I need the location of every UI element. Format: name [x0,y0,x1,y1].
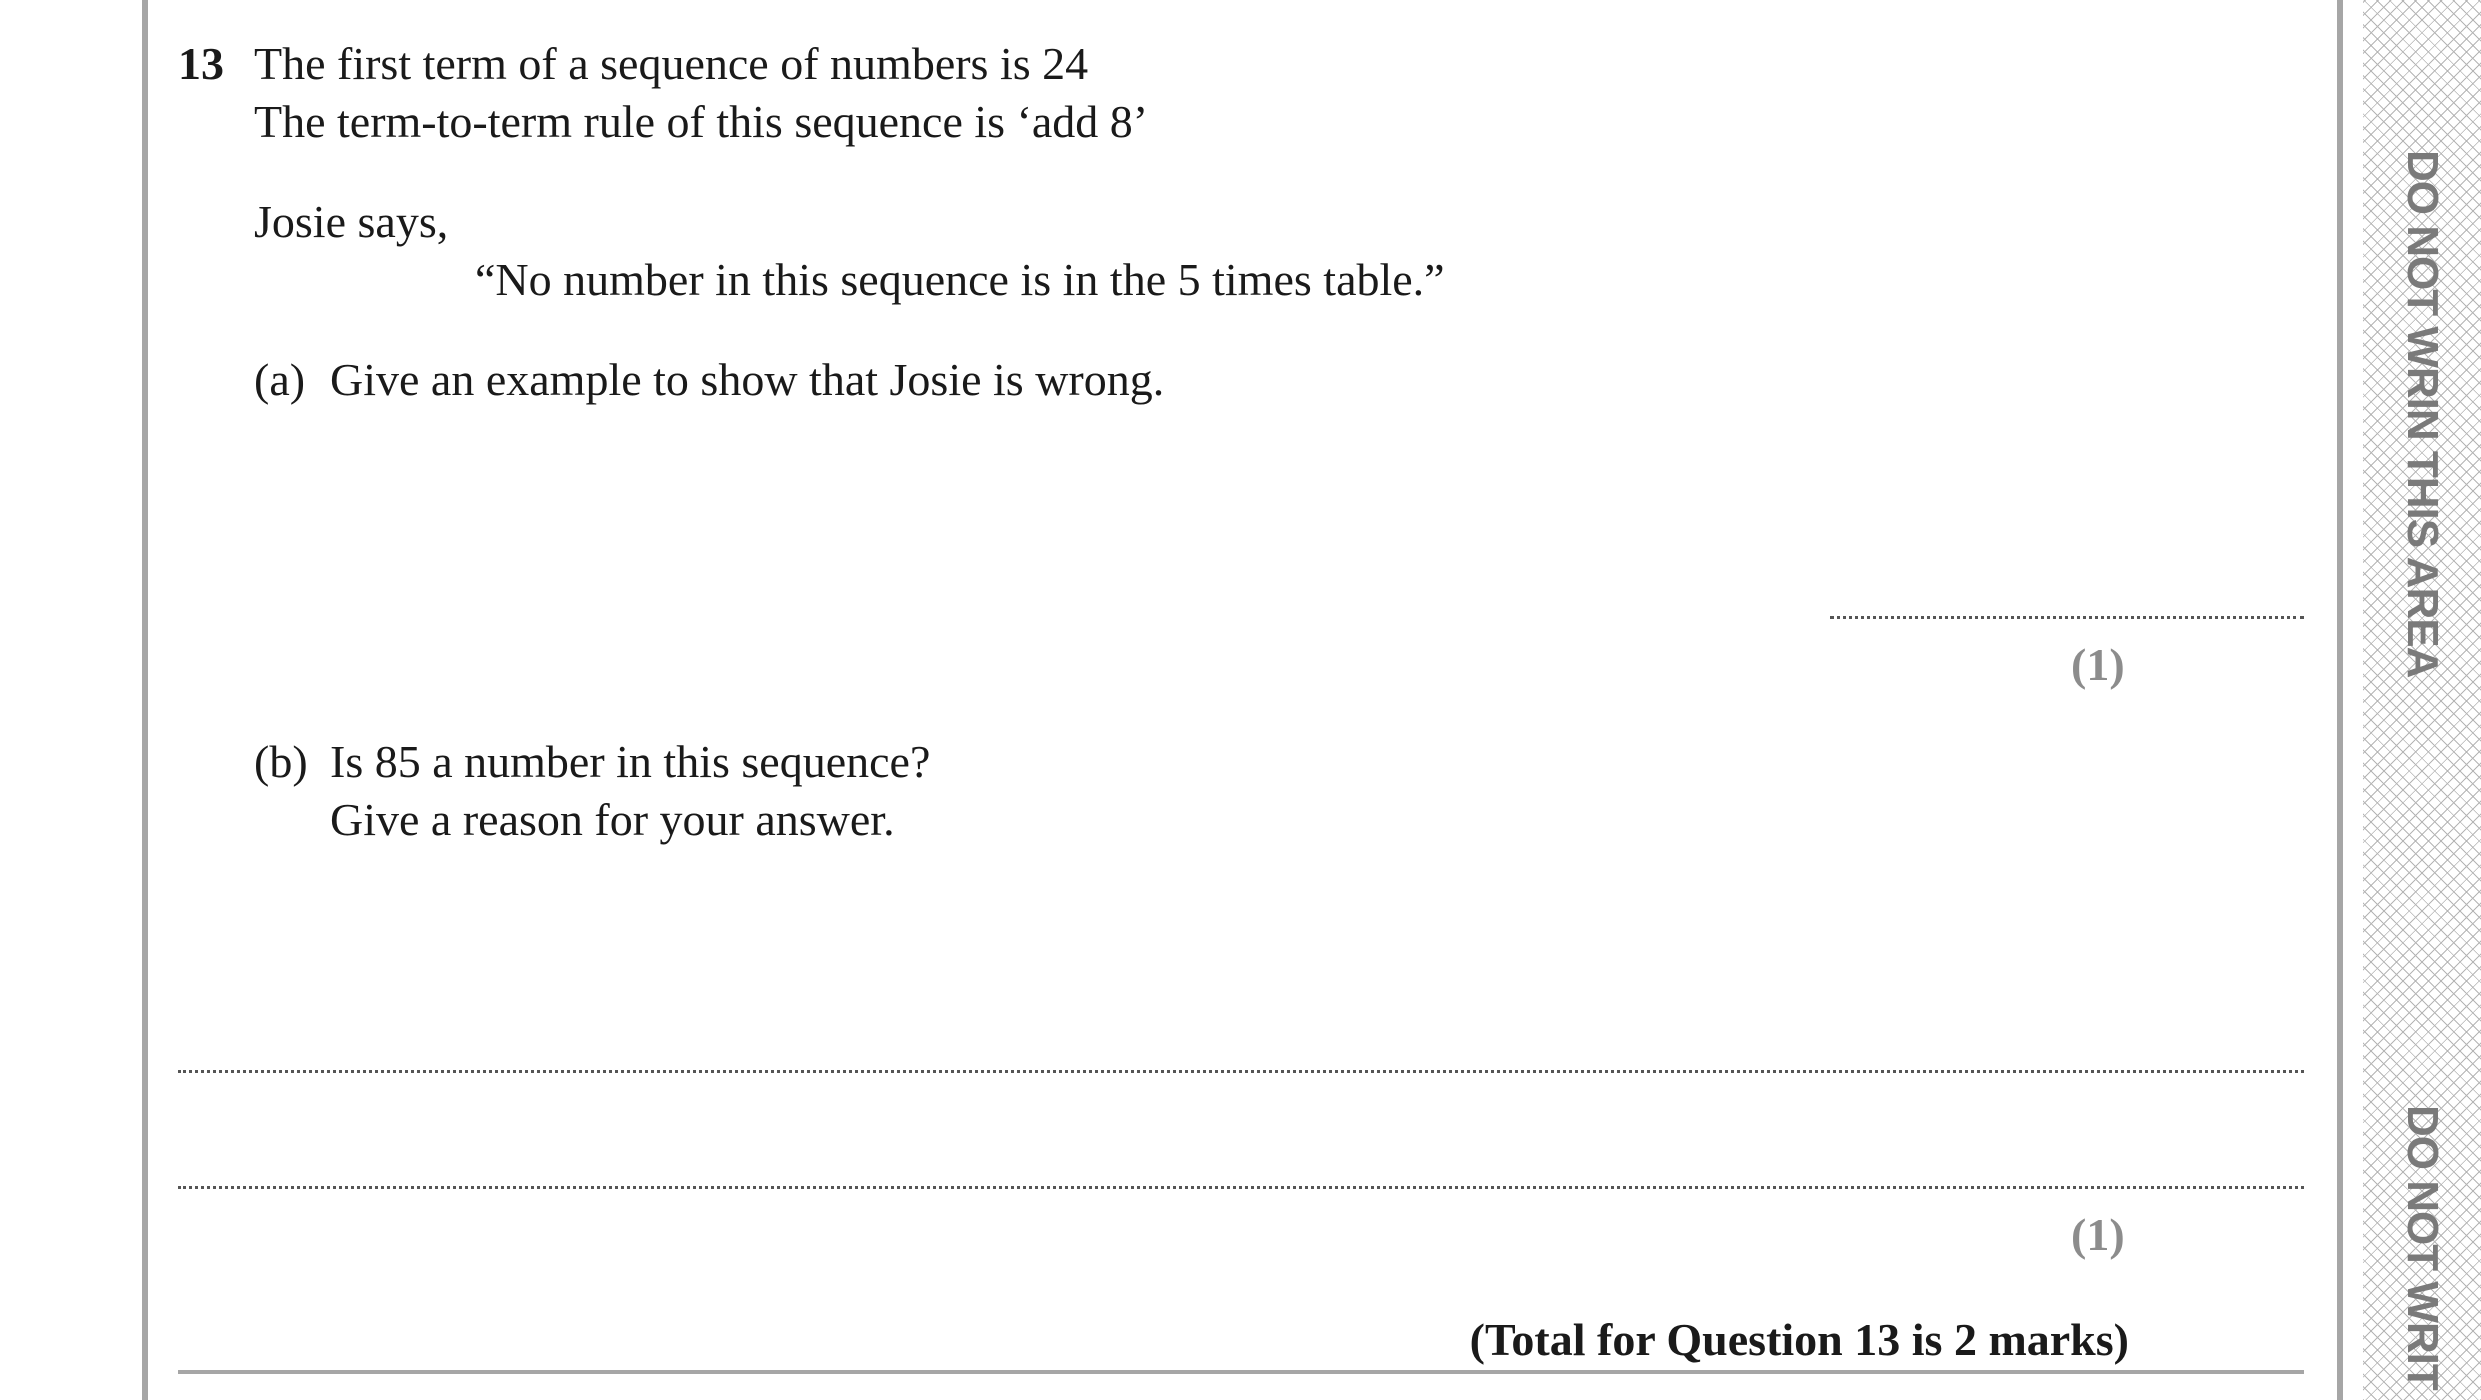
part-a-mark: (1) [2071,639,2125,690]
question-line-1: The first term of a sequence of numbers is 24 [254,38,1089,89]
bottom-rule [178,1370,2304,1374]
margin-warning-text: DO NOT WRIN THIS AREA [2398,150,2447,678]
question-line-2: The term-to-term rule of this sequence is ‘add 8’ [254,96,1149,147]
part-b-answer-line-2[interactable] [178,1186,2304,1189]
part-a-answer-line[interactable] [1830,616,2304,619]
question-number: 13 [178,38,224,89]
part-b-line-2: Give a reason for your answer. [330,794,895,845]
total-marks: (Total for Question 13 is 2 marks) [1469,1314,2129,1365]
speaker-line: Josie says, [254,196,449,247]
part-a-label: (a) [254,354,306,405]
part-b-answer-line-1[interactable] [178,1070,2304,1073]
left-border [142,0,148,1400]
part-b-line-1: Is 85 a number in this sequence? [330,736,931,787]
part-b-label: (b) [254,736,308,787]
right-border [2337,0,2343,1400]
part-a-text: Give an example to show that Josie is wrong. [330,354,1165,405]
quote-line: “No number in this sequence is in the 5 times table.” [475,254,1445,305]
margin-warning-text: DO NOT WRIT [2398,1105,2447,1390]
part-b-mark: (1) [2071,1209,2125,1260]
do-not-write-margin [2363,0,2481,1400]
